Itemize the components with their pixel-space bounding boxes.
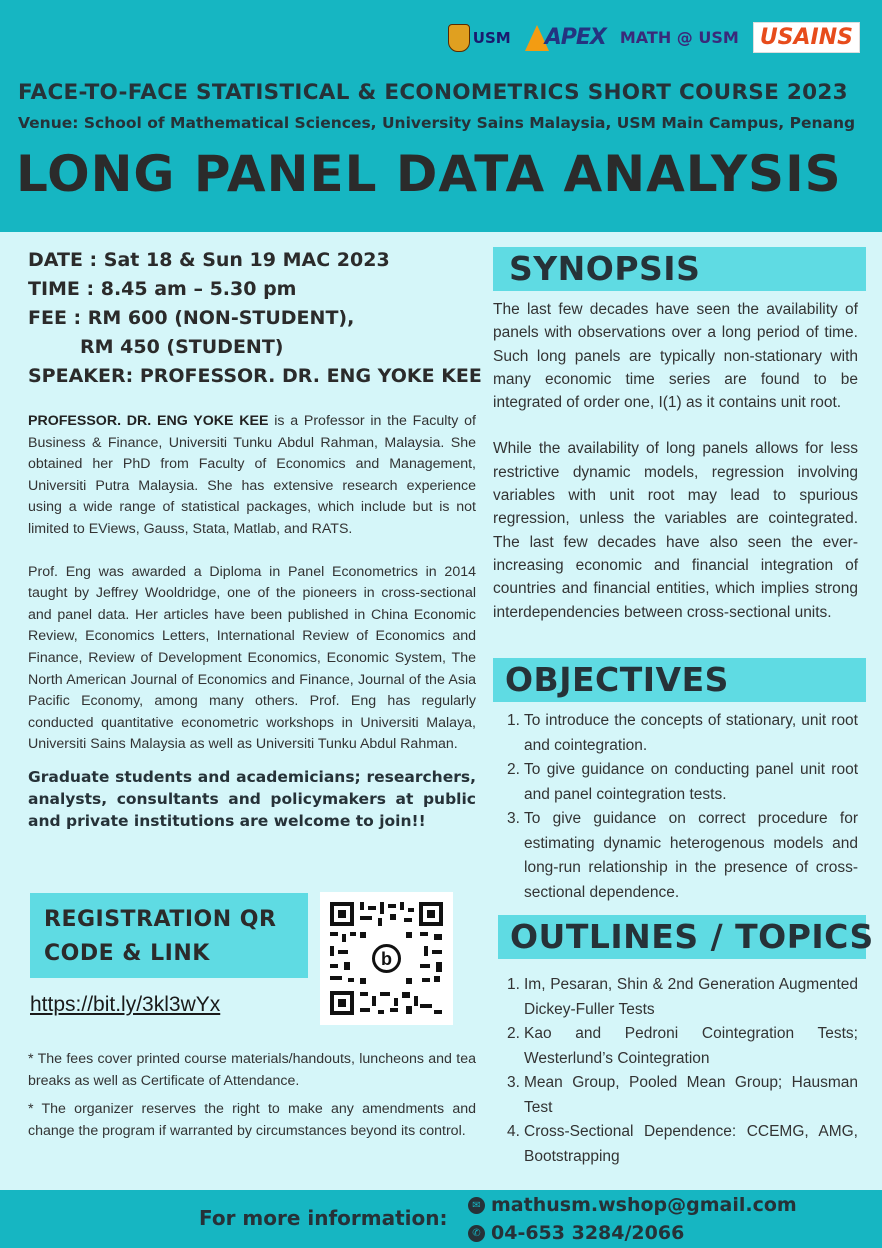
fee-student-line: RM 450 (STUDENT): [80, 336, 284, 358]
outline-item: [493, 1120, 858, 1169]
apex-logo: APEX: [525, 25, 606, 51]
registration-box: [30, 893, 308, 978]
outline-text: Cross-Sectional Dependence: CCEMG, AMG, Bootstrapping: [524, 1123, 858, 1165]
speaker-bio-2: Prof. Eng was awarded a Diploma in Panel Econometrics in 2014 taught by Jeffrey Wooldridge, one of the pioneers in cross-sectional and panel data. Her articles have been published in China Economic Review, Economics Letters, International Review of Economics and Finance, Review of Development Economics, Economic System, The North American Journal of Economics and Finance, Journal of the Asia Pacific Economy, among many others. Prof. Eng has regularly conducted quantitative econometric workshops in Universiti Malaya, Universiti Sains Malaysia as well as Universiti Tunku Abdul Rahman.: [28, 563, 476, 753]
logo-row: [448, 22, 860, 53]
objectives-heading-box: [493, 658, 866, 702]
note-fees: * The fees cover printed course materials/handouts, luncheons and tea breaks as well as Certificate of Attendance.: [28, 1051, 476, 1089]
email-icon: ✉: [468, 1197, 485, 1214]
bio-name: PROFESSOR. DR. ENG YOKE KEE: [28, 413, 269, 429]
outlines-heading: OUTLINES / TOPICS: [510, 917, 874, 956]
bio-text: is a Professor in the Faculty of Business & Finance, Universiti Tunku Abdul Rahman, Malaysia. She obtained her PhD from Faculty of Economics and Management, Universiti Putra Malaysia. She has extensive research experience using a wide range of statistical packages, which include but is not limited to EViews, Gauss, Stata, Matlab, and RATS.: [28, 413, 476, 537]
outline-text: Mean Group, Pooled Mean Group; Hausman Test: [524, 1074, 858, 1116]
fee-line: FEE : RM 600 (NON-STUDENT),: [28, 307, 355, 329]
date-line: DATE : Sat 18 & Sun 19 MAC 2023: [28, 249, 390, 271]
outline-num: 3.: [507, 1074, 520, 1091]
contact-phone[interactable]: [468, 1222, 684, 1244]
objective-text: To give guidance on conducting panel unit root and panel cointegration tests.: [524, 761, 858, 803]
synopsis-heading: SYNOPSIS: [509, 249, 701, 288]
objective-num: 1.: [507, 712, 520, 729]
usains-logo: USAINS: [753, 22, 860, 53]
outline-item: [493, 1071, 858, 1120]
synopsis-para-2: While the availability of long panels allows for less restrictive dynamic models, regression involving variables with unit root may lead to spurious regression, unless the variables are cointegrated. The last few decades have also seen the ever-increasing economic and financial integration of countries and financial entities, which implies strong interdependencies between cross-sectional units.: [493, 440, 858, 621]
registration-heading: REGISTRATION QR CODE & LINK: [44, 907, 277, 966]
contact-email[interactable]: [468, 1194, 797, 1216]
outline-num: 4.: [507, 1123, 520, 1140]
usm-logo: USM: [448, 24, 511, 52]
objective-text: To give guidance on correct procedure for estimating dynamic heterogenous models and long-run relationship in the presence of cross-sectional dependence.: [524, 810, 858, 901]
footer: [0, 1190, 882, 1248]
outlines-section: [493, 973, 858, 1169]
email-text: mathusm.wshop@gmail.com: [491, 1194, 797, 1216]
header-banner: [0, 0, 882, 232]
synopsis-heading-box: [493, 247, 866, 291]
objective-item: [493, 758, 858, 807]
objectives-heading: OBJECTIVES: [505, 660, 729, 699]
registration-link[interactable]: https://bit.ly/3kl3wYx: [30, 993, 221, 1016]
objective-num: 3.: [507, 810, 520, 827]
outlines-heading-box: [498, 915, 874, 959]
objectives-section: [493, 709, 858, 905]
course-title: FACE-TO-FACE STATISTICAL & ECONOMETRICS SHORT COURSE 2023: [18, 80, 848, 105]
phone-text: 04-653 3284/2066: [491, 1222, 685, 1244]
objective-item: [493, 807, 858, 905]
left-column: [28, 246, 482, 832]
main-title: LONG PANEL DATA ANALYSIS: [16, 145, 842, 203]
footer-label: For more information:: [199, 1206, 448, 1230]
synopsis-para-1: The last few decades have seen the availability of panels with observations over a long period of time. Such long panels are typically non-stationary with many economic time series are found to be integrated of order one, I(1) as it contains unit root.: [493, 301, 858, 412]
time-line: TIME : 8.45 am – 5.30 pm: [28, 278, 297, 300]
venue: Venue: School of Mathematical Sciences, University Sains Malaysia, USM Main Campus, Penang: [18, 114, 856, 132]
speaker-bio: [28, 411, 476, 541]
objective-text: To introduce the concepts of stationary, unit root and cointegration.: [524, 712, 858, 754]
qr-code-icon: [320, 892, 453, 1025]
speaker-line: SPEAKER: PROFESSOR. DR. ENG YOKE KEE: [28, 365, 482, 387]
qr-code[interactable]: [320, 892, 453, 1025]
usm-crest-icon: [448, 24, 470, 52]
outline-text: Im, Pesaran, Shin & 2nd Generation Augmented Dickey-Fuller Tests: [524, 976, 858, 1018]
outline-num: 1.: [507, 976, 520, 993]
svg-text:b: b: [381, 949, 392, 969]
note-amendments: * The organizer reserves the right to make any amendments and change the program if warranted by circumstances beyond its control.: [28, 1101, 476, 1139]
outline-num: 2.: [507, 1025, 520, 1042]
outline-item: [493, 973, 858, 1022]
synopsis-section: [493, 298, 858, 624]
phone-icon: ✆: [468, 1225, 485, 1242]
notes: [28, 1048, 476, 1148]
math-usm-logo: MATH @ USM: [619, 27, 739, 47]
objective-num: 2.: [507, 761, 520, 778]
objective-item: [493, 709, 858, 758]
outline-item: [493, 1022, 858, 1071]
outline-text: Kao and Pedroni Cointegration Tests; Westerlund’s Cointegration: [524, 1025, 858, 1067]
welcome-text: Graduate students and academicians; researchers, analysts, consultants and policymakers at public and private institutions are welcome to join!!: [28, 767, 476, 830]
